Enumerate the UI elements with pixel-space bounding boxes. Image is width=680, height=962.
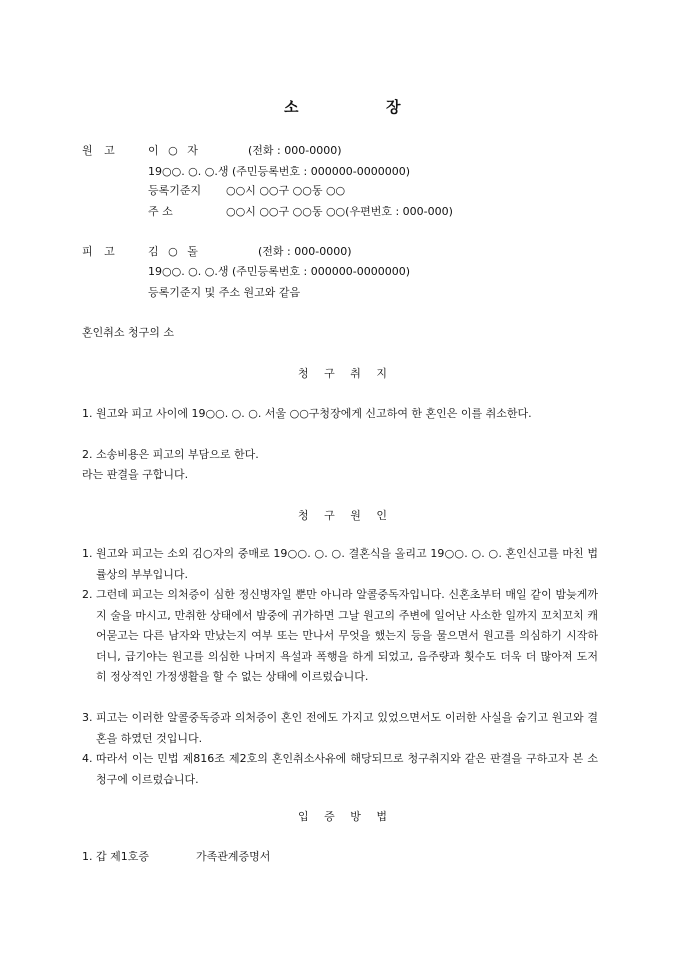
- document-title-right: 장: [386, 98, 401, 116]
- claim-purpose-closing: 라는 판결을 구합니다.: [82, 468, 189, 481]
- claim-purpose-item: 소송비용은 피고의 부담으로 한다.: [96, 448, 259, 461]
- claim-reason-num: 1.: [82, 547, 93, 560]
- evidence-item: 가족관계증명서: [196, 850, 271, 863]
- defendant-registry: 등록기준지 및 주소 원고와 같음: [148, 286, 301, 299]
- claim-reason-num: 4.: [82, 752, 93, 765]
- claim-reason-item: 따라서 이는 민법 제816조 제2호의 혼인취소사유에 해당되므로 청구취지와 같은 판결을 구하고자 본 소 청구에 이르렀습니다.: [96, 752, 598, 786]
- claim-reason-item: 그런데 피고는 의처증이 심한 정신병자일 뿐만 아니라 알콜중독자입니다. 신혼초부터 매일 같이 밤늦게까지 술을 마시고, 만취한 상태에서 밤중에 귀가하면 그날 원고의 주변에 일어난 사소한 일까지 꼬치꼬치 캐어묻고는 다른 남자와 만났는지 여부 또는 만나서 무엇을 했는지 등을 물으면서 원고를 의심하기 시작하더니, 급기야는 원고를 의심한 나머지 욕설과 폭행을 하게 되었고, 음주량과 횟수도 더욱 더 많아져 도저히 정상적인 가정생활을 할 수 없는 상태에 이르렀습니다.: [96, 588, 598, 683]
- claim-reason-heading: 청 구 원 인: [298, 509, 393, 522]
- defendant-name: 김 ○ 돌: [148, 245, 198, 258]
- evidence-heading: 입 증 방 법: [298, 810, 393, 823]
- case-name: 혼인취소 청구의 소: [82, 326, 175, 339]
- plaintiff-registry-label: 등록기준지: [148, 184, 202, 197]
- claim-reason-num: 3.: [82, 711, 93, 724]
- plaintiff-address-label: 주 소: [148, 205, 173, 218]
- plaintiff-address: ○○시 ○○구 ○○동 ○○(우편번호 : 000-000): [226, 205, 453, 218]
- claim-reason-num: 2.: [82, 588, 93, 601]
- document-title-left: 소: [284, 98, 299, 116]
- plaintiff-name: 이 ○ 자: [148, 144, 198, 157]
- evidence-label: 갑 제1호증: [96, 850, 149, 863]
- plaintiff-role: 원 고: [82, 144, 115, 157]
- claim-purpose-num: 1.: [82, 407, 93, 420]
- claim-reason-item: 피고는 이러한 알콜중독증과 의처증이 혼인 전에도 가지고 있었으면서도 이러한 사실을 숨기고 원고와 결혼을 하였던 것입니다.: [96, 711, 598, 745]
- plaintiff-birth: 19○○. ○. ○.생 (주민등록번호 : 000000-0000000): [148, 165, 410, 178]
- defendant-phone: (전화 : 000-0000): [258, 245, 352, 258]
- plaintiff-phone: (전화 : 000-0000): [248, 144, 342, 157]
- claim-purpose-heading: 청 구 취 지: [298, 367, 393, 380]
- claim-purpose-item: 원고와 피고 사이에 19○○. ○. ○. 서울 ○○구청장에게 신고하여 한 혼인은 이를 취소한다.: [96, 407, 532, 420]
- defendant-role: 피 고: [82, 245, 115, 258]
- plaintiff-registry: ○○시 ○○구 ○○동 ○○: [226, 184, 346, 197]
- evidence-num: 1.: [82, 850, 93, 863]
- claim-purpose-num: 2.: [82, 448, 93, 461]
- claim-reason-item: 원고와 피고는 소외 김○자의 중매로 19○○. ○. ○. 결혼식을 올리고 19○○. ○. ○. 혼인신고를 마친 법률상의 부부입니다.: [96, 547, 598, 581]
- defendant-birth: 19○○. ○. ○.생 (주민등록번호 : 000000-0000000): [148, 265, 410, 278]
